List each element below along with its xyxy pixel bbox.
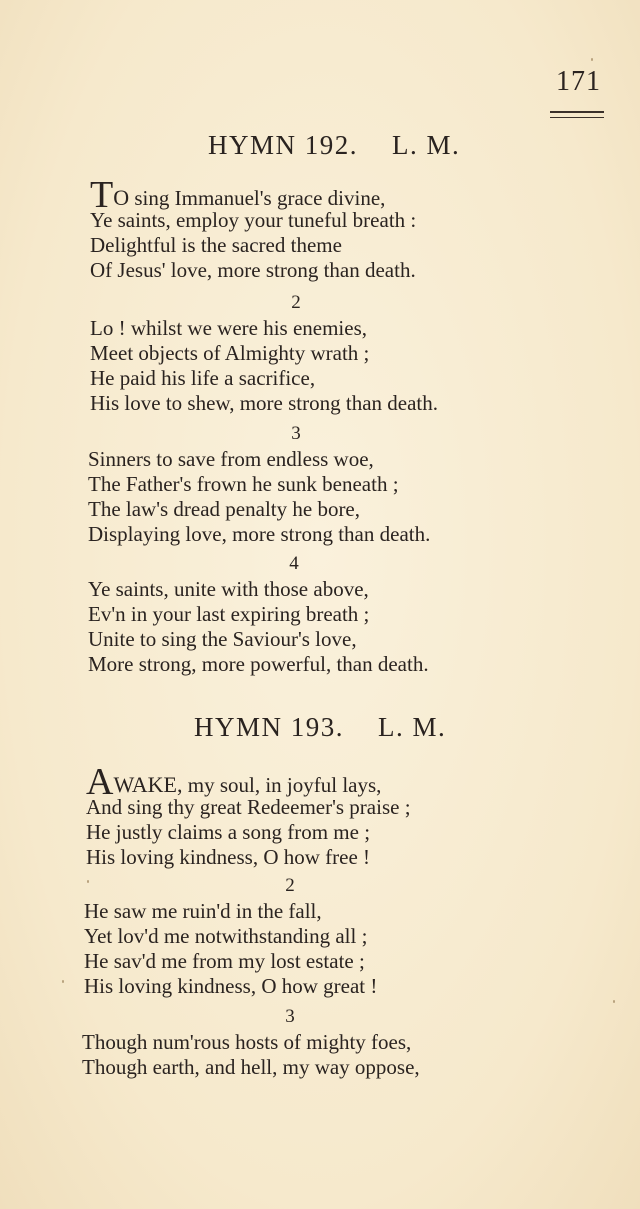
paper-speck [591,58,593,61]
verse-line: Ye saints, unite with those above, [88,577,369,601]
stanza-number: 3 [291,423,301,444]
verse-line: His love to shew, more strong than death. [90,391,438,415]
verse-line: Displaying love, more strong than death. [88,522,431,546]
verse-line: Ev'n in your last expiring breath ; [88,602,370,626]
hymn-title-text: HYMN 192. [208,130,359,160]
hymn-192-stanza-2 [90,316,438,416]
verse-line: He sav'd me from my lost estate ; [84,949,365,973]
verse-line: Delightful is the sacred theme [90,233,342,257]
verse-line: Yet lov'd me notwithstanding all ; [84,924,368,948]
verse-line: Meet objects of Almighty wrath ; [90,341,370,365]
hymn-meter: L. M. [392,130,461,160]
hymn-192-stanza-3 [88,447,430,547]
paper-speck [62,980,64,983]
verse-line: AWAKE, my soul, in joyful lays, [86,761,382,803]
verse-line: He paid his life a sacrifice, [90,366,316,390]
verse-line: Though earth, and hell, my way oppose, [82,1055,420,1079]
verse-line: And sing thy great Redeemer's praise ; [86,795,411,819]
verse-line: Sinners to save from endless woe, [88,447,374,471]
hymn-meter: L. M. [378,712,447,742]
page-number: 171 [556,66,601,97]
verse-line: Unite to sing the Saviour's love, [88,627,357,651]
first-word-rest: O [113,185,130,210]
hymn-193-title [194,712,446,743]
hymn-title-text: HYMN 193. [194,712,345,742]
verse-line: The Father's frown he sunk beneath ; [88,472,399,496]
verse-line: He justly claims a song from me ; [86,820,371,844]
stanza-number: 4 [289,553,299,574]
verse-line: Of Jesus' love, more strong than death. [90,258,416,282]
hymn-193-stanza-1 [86,761,411,870]
header-rule-thin [550,117,604,118]
verse-line: TO sing Immanuel's grace divine, [90,174,386,216]
verse-line: More strong, more powerful, than death. [88,652,429,676]
drop-cap: T [90,174,114,216]
hymn-192-title [208,130,460,161]
drop-cap: A [86,761,114,803]
verse-line: Lo ! whilst we were his enemies, [90,316,368,340]
verse-line: The law's dread penalty he bore, [88,497,361,521]
first-word-rest: WAKE, [113,772,183,797]
verse-line: Though num'rous hosts of mighty foes, [82,1030,412,1054]
hymn-192-stanza-1 [90,174,417,283]
hymn-192-stanza-4 [88,577,429,677]
header-rule [550,111,604,113]
hymn-193-stanza-3 [82,1030,420,1080]
verse-line: He saw me ruin'd in the fall, [84,899,322,923]
verse-line: His loving kindness, O how free ! [86,845,371,869]
verse-line: His loving kindness, O how great ! [84,974,378,998]
verse-line: Ye saints, employ your tuneful breath : [90,208,417,232]
stanza-number: 2 [291,292,301,313]
paper-speck [87,880,89,883]
paper-speck [613,1000,615,1003]
hymn-193-stanza-2 [84,899,377,999]
stanza-number: 2 [285,875,295,896]
stanza-number: 3 [285,1006,295,1027]
